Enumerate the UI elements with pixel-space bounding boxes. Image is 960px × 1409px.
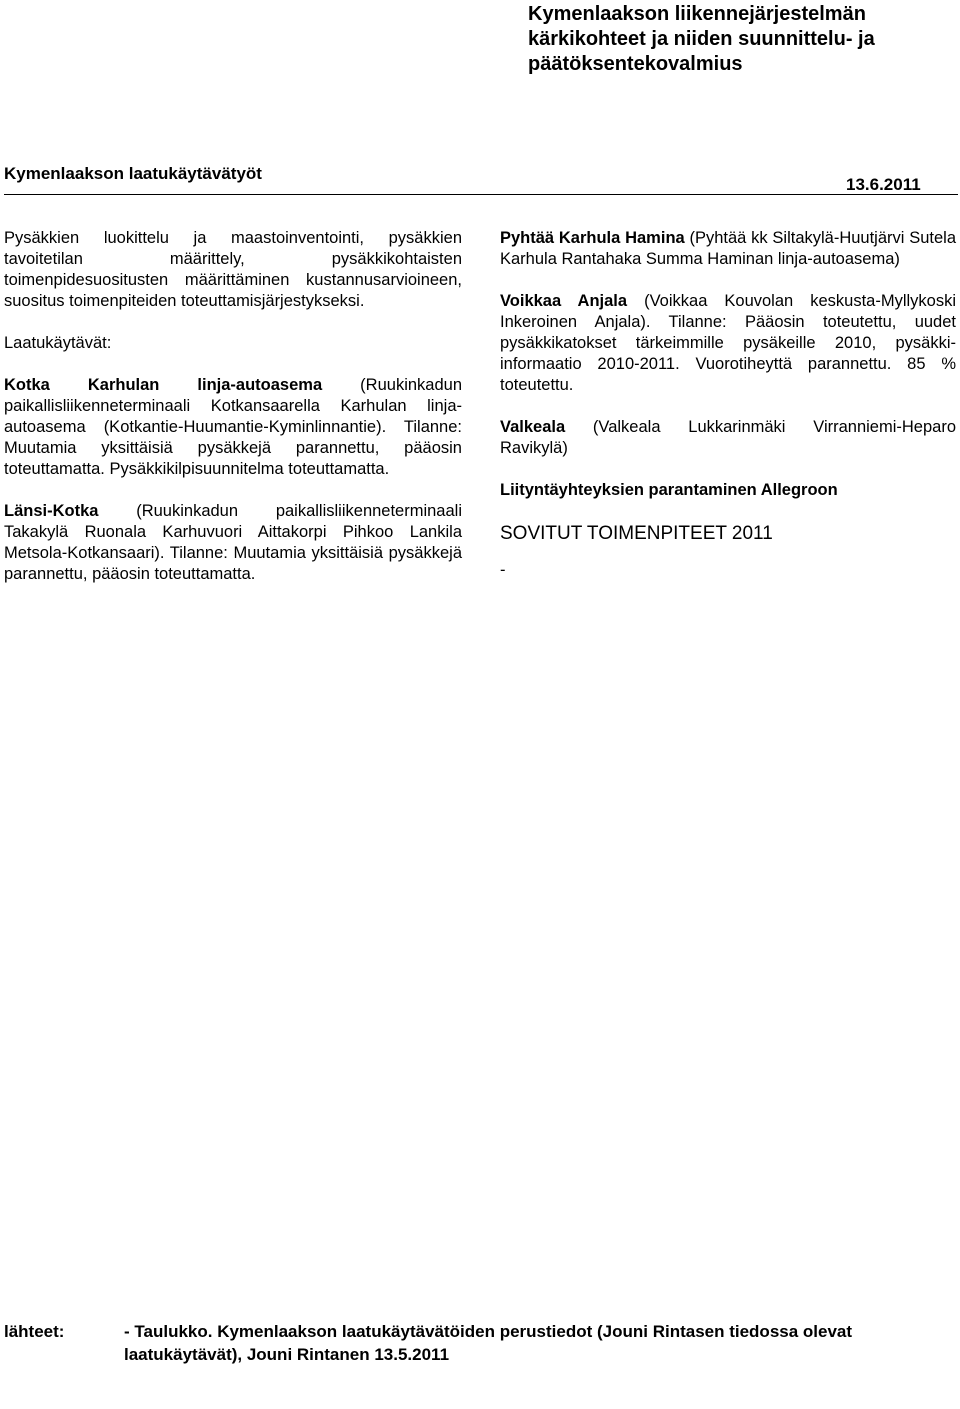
kotka-paragraph [4,375,462,480]
kotka-body: (Ruukinkadun paikallisliikenneterminaali Kotkansaarella Karhulan linja-autoasema (Kotkantie-Huumantie-Kyminlinnantie). Tilanne: Muutamia yksittäisiä pysäkkejä parannettu, pääosin toteuttamatta. Pysäkkikilpisuunnitelma toteuttamatta. [4,376,462,478]
lansi-kotka-title: Länsi-Kotka [4,502,99,520]
voikkaa-paragraph [500,291,956,396]
left-column [4,228,462,606]
section-title: Kymenlaakson laatukäytävätyöt [4,164,262,183]
liityntayhteys-heading [500,480,956,501]
footer-text: - Taulukko. Kymenlaakson laatukäytävätöiden perustiedot (Jouni Rintasen tiedossa olevat laatukäytävät), Jouni Rintanen 13.5.2011 [124,1322,853,1364]
footer-label: lähteet: [4,1322,65,1341]
intro-paragraph [4,228,462,312]
section-date: 13.6.2011 [846,175,921,194]
valkeala-body: (Valkeala Lukkarinmäki Virranniemi-Heparo Ravikylä) [500,418,956,457]
document-title-line-1: Kymenlaakson liikennejärjestelmän [528,3,866,25]
liityntayhteys-text: Liityntäyhteyksien parantaminen Allegroon [500,481,838,499]
intro-text: Pysäkkien luokittelu ja maastoinventointi, pysäkkien tavoitetilan määrittely, pysäkkikohtaisten toimenpidesuositusten määrittäminen kustannusarvioineen, suositus toimenpiteiden toteuttamisjärjestykseksi. [4,229,462,310]
pyhtaa-paragraph [500,228,956,270]
voikkaa-title: Voikkaa Anjala [500,292,628,310]
sovitut-heading: SOVITUT TOIMENPITEET 2011 [500,523,773,544]
list-dash: - [500,561,506,579]
valkeala-title: Valkeala [500,418,566,436]
lansi-kotka-body: (Ruukinkadun paikallisliikenneterminaali Takakylä Ruonala Karhuvuori Aittakorpi Pihkoo Lankila Metsola-Kotkansaari). Tilanne: Muutamia yksittäisiä pysäkkejä parannettu, pääosin toteuttamatta. [4,502,462,583]
valkeala-paragraph [500,417,956,459]
right-column [500,228,956,602]
pyhtaa-title: Pyhtää Karhula Hamina [500,229,685,247]
document-title-line-3: päätöksentekovalmius [528,53,743,75]
lansi-kotka-paragraph [4,501,462,585]
section-header [4,164,958,195]
pyhtaa-body: (Pyhtää kk Siltakylä-Huutjärvi Sutela Karhula Rantahaka Summa Haminan linja-autoasema) [500,229,956,268]
document-title-line-2: kärkikohteet ja niiden suunnittelu- ja [528,28,875,50]
laatukaytavat-label: Laatukäytävät: [4,334,112,352]
kotka-title: Kotka Karhulan linja-autoasema [4,376,323,394]
document-title [528,2,948,77]
voikkaa-body: (Voikkaa Kouvolan keskusta-Myllykoski Inkeroinen Anjala). Tilanne: Pääosin toteutettu, uudet pysäkkikatokset tärkeimmille pysäkeille 2010, pysäkki-informaatio 2010-2011. Vuorotiheyttä parannettu. 85 % toteutettu. [500,292,956,394]
